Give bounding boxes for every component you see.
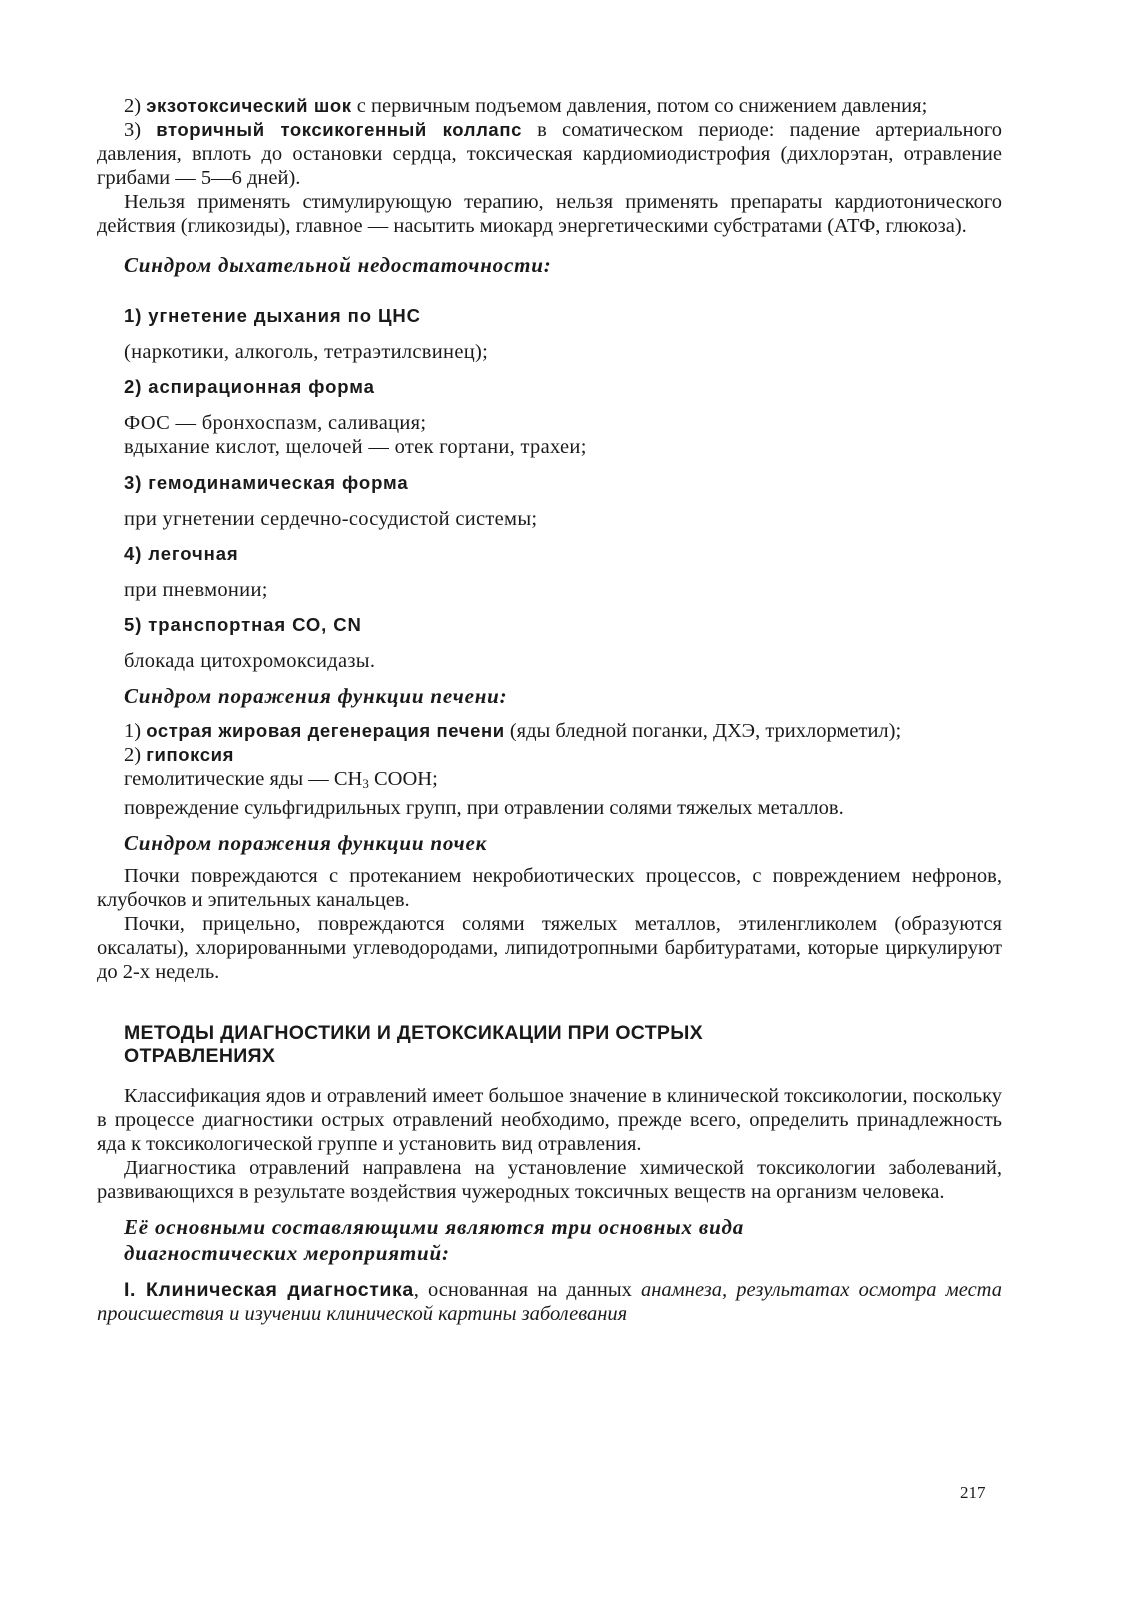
liver-item-hemolytic: гемолитические яды — $CH_3$ COOH;: [124, 768, 438, 791]
methods-paragraph-1: Классификация ядов и отравлений имеет большое значение в клинической токсикологии, поскольку в процессе диагностики острых отравлений необходимо, прежде всего, определить принадлежность яда к токсикологической группе и установить вид отравления.: [97, 1085, 1002, 1155]
resp-item-2-text-b: вдыхание кислот, щелочей — отек гортани, трахеи;: [124, 436, 587, 458]
resp-item-3-text: при угнетении сердечно-сосудистой системы;: [124, 508, 538, 530]
section-title-liver: Синдром поражения функции печени:: [124, 684, 508, 708]
section-title-kidney: Синдром поражения функции почек: [124, 831, 488, 855]
methods-paragraph-2: Диагностика отравлений направлена на установление химической токсикологии заболеваний, развивающихся в результате воздействия чужеродных токсичных веществ на организм человека.: [97, 1157, 1002, 1203]
resp-item-2-text-a: ФОС — бронхоспазм, саливация;: [124, 412, 427, 434]
resp-item-1-heading: 1) угнетение дыхания по ЦНС: [124, 305, 421, 326]
resp-item-5-heading: 5) транспортная СО, CN: [124, 614, 362, 635]
methods-item-clinical: I. Клиническая диагностика, основанная на данных анамнеза, результатах осмотра места происшествия и изучении клинической картины заболевания: [97, 1279, 1002, 1325]
kidney-paragraph-2: Почки, прицельно, повреждаются солями тяжелых металлов, этиленгликолем (образуются оксалаты), хлорированными углеводородами, липидотропными барбитуратами, которые циркулируют до 2-х недель.: [97, 913, 1002, 983]
resp-item-3-heading: 3) гемодинамическая форма: [124, 472, 409, 493]
resp-item-2-heading: 2) аспирационная форма: [124, 376, 375, 397]
kidney-paragraph-1: Почки повреждаются с протеканием некробиотических процессов, с повреждением нефронов, клубочков и эпительных канальцев.: [97, 865, 1002, 911]
liver-item-1: 1) острая жировая дегенерация печени (яды бледной поганки, ДХЭ, трихлорметил);: [124, 720, 902, 742]
liver-item-sulfhydryl: повреждение сульфгидрильных групп, при отравлении солями тяжелых металлов.: [124, 797, 844, 819]
resp-item-4-heading: 4) легочная: [124, 543, 239, 564]
section-title-respiratory: Синдром дыхательной недостаточности:: [124, 253, 552, 277]
resp-item-4-text: при пневмонии;: [124, 579, 268, 601]
resp-item-1-text: (наркотики, алкоголь, тетраэтилсвинец);: [124, 341, 489, 363]
paragraph-therapy-note: Нельзя применять стимулирующую терапию, нельзя применять препараты кардиотонического действия (гликозиды), главное — насытить миокард энергетическими субстратами (АТФ, глюкоза).: [97, 191, 1002, 237]
paragraph-exotoxic-shock: 2) экзотоксический шок с первичным подъемом давления, потом со снижением давления;: [124, 95, 928, 117]
liver-item-2: 2) гипоксия: [124, 744, 235, 766]
chapter-heading-methods: МЕТОДЫ ДИАГНОСТИКИ И ДЕТОКСИКАЦИИ ПРИ ОСТРЫХ ОТРАВЛЕНИЯХ: [124, 1022, 703, 1067]
page-number: 217: [960, 1483, 986, 1502]
paragraph-secondary-collapse: 3) вторичный токсикогенный коллапс в соматическом периоде: падение артериального давления, вплоть до остановки сердца, токсическая кардиомиодистрофия (дихлорэтан, отравление грибами — 5—6 дней).: [97, 119, 1003, 189]
methods-subheading: Её основными составляющими являются три основных вида диагностических мероприятий:: [124, 1215, 745, 1265]
resp-item-5-text: блокада цитохромоксидазы.: [124, 650, 376, 672]
